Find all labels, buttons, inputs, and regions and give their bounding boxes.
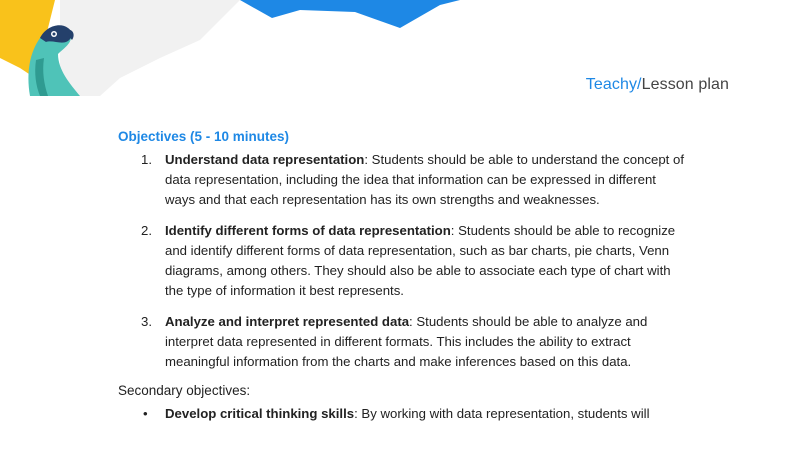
item-title: Develop critical thinking skills <box>165 406 355 421</box>
item-number: 1. <box>141 152 152 167</box>
objectives-heading: Objectives (5 - 10 minutes) <box>118 129 290 144</box>
secondary-list <box>118 404 688 424</box>
list-item <box>118 404 688 424</box>
item-title: Analyze and interpret represented data <box>165 314 410 329</box>
lesson-content <box>118 129 688 424</box>
bullet-icon: • <box>143 406 148 421</box>
item-number: 2. <box>141 223 152 238</box>
doc-type: Lesson plan <box>641 76 729 93</box>
objectives-list <box>118 150 688 372</box>
item-text: : Students should be able to analyze and interpret data represented in different formats. This includes the ability to extract meaningful information from the charts and make inferences based on this data. <box>165 314 648 369</box>
item-text: : Students should be able to recognize and identify different forms of data representation, such as bar charts, pie charts, Venn diagrams, among others. They should also be able to associate each type of chart with the type of information it best represents. <box>165 223 676 298</box>
list-item <box>118 312 688 372</box>
list-item <box>118 150 688 210</box>
item-text: : By working with data representation, students will <box>354 406 650 421</box>
item-text: : Students should be able to understand the concept of data representation, including the idea that information can be expressed in different ways and that each representation has its own strengths and weaknesses. <box>165 152 684 207</box>
secondary-heading: Secondary objectives: <box>118 383 251 398</box>
blue-shape <box>240 0 460 28</box>
list-item <box>118 221 688 301</box>
brand-header <box>586 76 729 94</box>
item-number: 3. <box>141 314 152 329</box>
item-title: Understand data representation <box>165 152 365 167</box>
brand-name: Teachy/ <box>585 76 642 93</box>
item-title: Identify different forms of data representation <box>165 223 451 238</box>
parrot-logo-icon <box>0 0 90 100</box>
